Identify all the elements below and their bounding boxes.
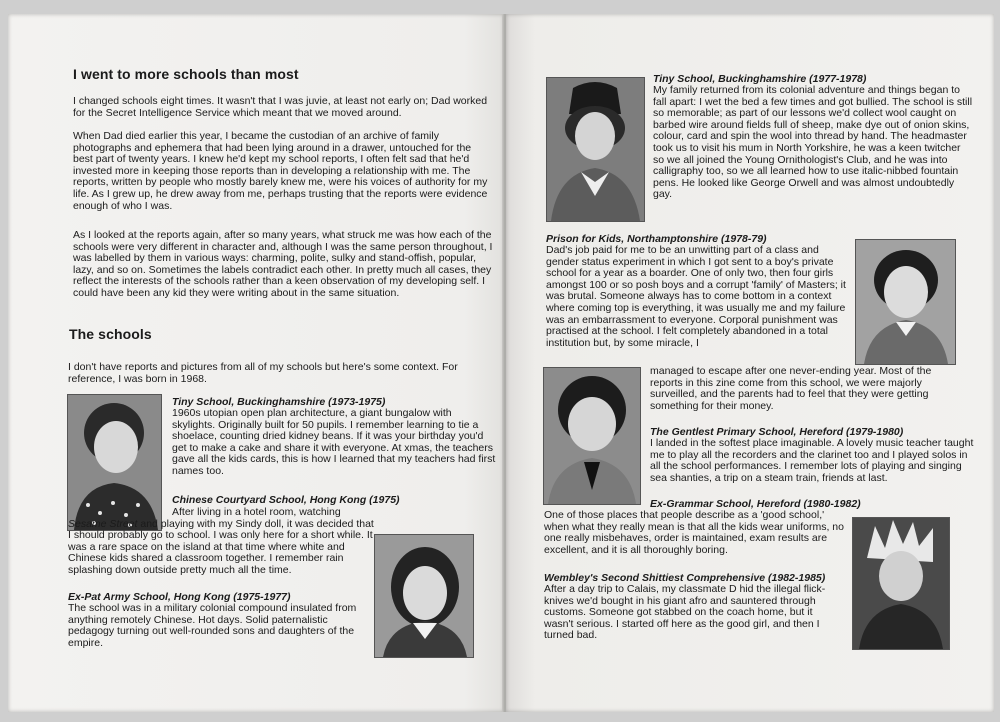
school-title: Tiny School, Buckinghamshire (1973-1975)	[172, 396, 386, 408]
school-tiny-1977	[653, 73, 973, 201]
heading-the-schools: The schools	[69, 326, 152, 342]
child-portrait-icon	[375, 535, 473, 657]
school-chinese-courtyard	[172, 494, 470, 506]
school-title: The Gentlest Primary School, Hereford (1979-1980)	[650, 426, 904, 438]
child-portrait-icon	[544, 368, 640, 504]
school-tiny-1973	[172, 396, 497, 478]
school-description-continued: managed to escape after one never-ending year. Most of the reports in this zine come from this school, we were majorly surveilled, and the parents had to feel that they were getting something for their money.	[650, 365, 932, 412]
school-description: One of those places that people describe as a 'good school,' when what they really mean is that all the kids wear uniforms, no one really misbehaves, order is maintained, exam results are excellent, and it is all thoroughly boring.	[544, 509, 844, 556]
school-title: Chinese Courtyard School, Hong Kong (1975)	[172, 494, 400, 506]
school-description: Dad's job paid for me to be an unwitting part of a class and gender status experiment in which I got sent to a boy's private school for a year as a boarder. One of only two, then four girls amongst 100 or so posh boys and a corrupt 'family' of Masters; it was brutal. Someone always has to come bottom in a context where coming top is everything, it was usually me and my failure was an embarrassment to everyone. Corporal punishment was practised at the school. I felt completely abandoned in a total institution but, by some miracle, I	[546, 244, 846, 349]
photo-tiny-school-1977	[546, 77, 645, 222]
school-description: After a day trip to Calais, my classmate D hid the illegal flick-knives we'd bought in his giant afro and sauntered through customs. Someone got stabbed on the coach home, but it wasn't serious. I started off here as the good girl, and then I turned bad.	[544, 583, 826, 642]
school-description: I landed in the softest place imaginable. A lovely music teacher taught me to play all the recorders and the clarinet too and I played solos in all the school performances. I remember lots of playing and singing sea shanties, a trip on a steam train, friends at last.	[650, 437, 974, 484]
school-expat-army	[68, 591, 368, 649]
paragraph-context: I don't have reports and pictures from all of my schools but here's some context. For reference, I was born in 1968.	[68, 361, 458, 385]
school-description: The school was in a military colonial compound insulated from anything remotely Chinese. Hot days. Solid paternalistic pedagogy turning out well-rounded sons and daughters of the empire.	[68, 602, 357, 649]
school-title: Prison for Kids, Northamptonshire (1978-79)	[546, 233, 767, 245]
school-wembley-comprehensive	[544, 572, 844, 642]
school-gentlest-primary	[650, 426, 980, 484]
paragraph-reports: As I looked at the reports again, after so many years, what struck me was how each of the schools were very different in character and, although I was the same person throughout, I was labelled by them in various ways: charming, polite, sulky and stand-offish, popular, lazy, and so on. Sometimes the labels contradict each other. In pretty much all cases, they reflect the interests of the schools rather than a keen observation of my developing self. I could have been any kid they were writing about in the same situation.	[73, 229, 493, 299]
school-prison-for-kids	[546, 233, 851, 349]
child-portrait-icon	[547, 78, 644, 221]
school-description: After living in a hotel room, watching Sesame Street and playing with my Sindy doll, it was decided that I should probably go to school. I was only here for a short while. It was a rare space on the island at that time where white and Chinese kids shared a classroom together. I remember rain splashing down outside pretty much all the time.	[68, 506, 374, 576]
photo-wembley-comprehensive	[852, 517, 950, 650]
school-description: 1960s utopian open plan architecture, a giant bungalow with skylights. Originally built for 50 pupils. I remember learning to tie a shoelace, counting dried kidney beans. If it was your birthday you'd get to make a cake and share it with everyone. At xmas, the teachers gave all the kids cards, this is how I learned that my teachers had first names too.	[172, 407, 496, 477]
school-title: Tiny School, Buckinghamshire (1977-1978)	[653, 73, 867, 85]
heading-schools-intro: I went to more schools than most	[73, 66, 299, 82]
photo-gentlest-primary	[543, 367, 641, 505]
school-title: Wembley's Second Shittiest Comprehensive (1982-1985)	[544, 572, 826, 584]
paragraph-intro: I changed schools eight times. It wasn't that I was juvie, at least not early on; Dad worked for the Secret Intelligence Service which meant that we moved around.	[73, 95, 488, 119]
school-title: Ex-Pat Army School, Hong Kong (1975-1977)	[68, 591, 291, 603]
photo-expat-school	[374, 534, 474, 658]
school-title: Ex-Grammar School, Hereford (1980-1982)	[650, 498, 861, 510]
child-portrait-icon	[853, 518, 949, 649]
school-description: My family returned from its colonial adventure and things began to fall apart: I wet the bed a few times and got bullied. The school is still so memorable; as part of our lessons we'd collect wool caught on barbed wire around fields full of sheep, make dye out of onion skins, colour, card and spin the wool into thread by hand. The headmaster took us to visit his mum in North Yorkshire, he was a keen twitcher so we all joined the Young Ornithologist's Club, and he was into calligraphy too, so we all learned how to use italic-nibbed fountain pens. He looked like George Orwell and was almost undoubtedly gay.	[653, 84, 973, 201]
paragraph-archive: When Dad died earlier this year, I became the custodian of an archive of family photographs and ephemera that had been lying around in a drawer, untouched for the best part of twenty years. I knew he'd kept my school reports, I often felt sad that he'd invested more in keeping those reports than in developing a relationship with me. The reports, written by people who mostly barely knew me, were his voices of authority for my life. As I grew up, he drew away from me, perhaps trusting that the reports were evidence enough of who I was.	[73, 130, 488, 212]
child-portrait-icon	[856, 240, 955, 364]
photo-prison-for-kids	[855, 239, 956, 365]
